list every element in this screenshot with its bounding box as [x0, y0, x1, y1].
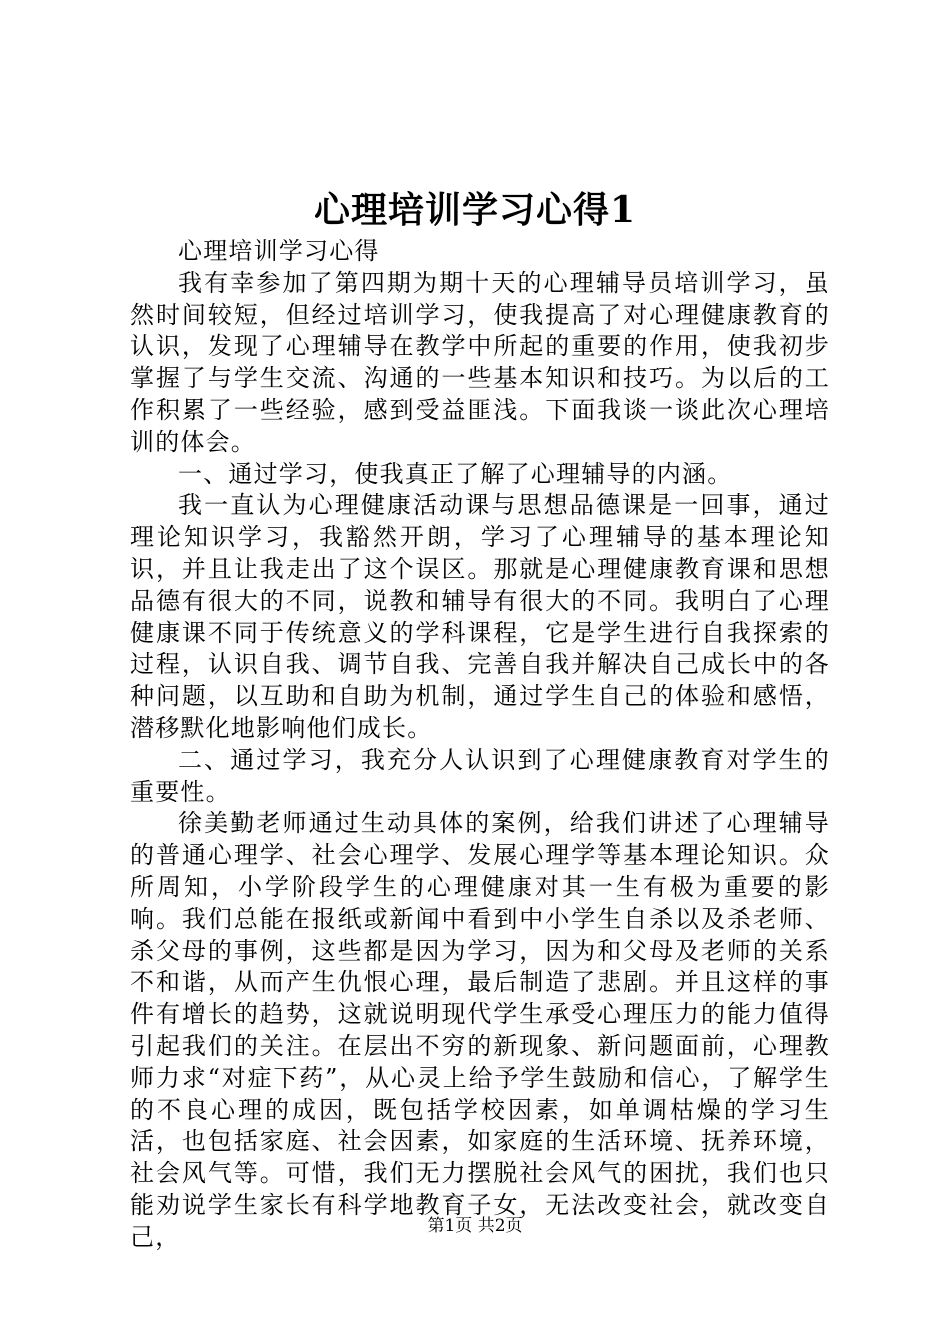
section-heading-1: 一、通过学习，使我真正了解了心理辅导的内涵。	[178, 459, 733, 488]
paragraph-section-2: 徐美勤老师通过生动具体的案例，给我们讲述了心理辅导的普通心理学、社会心理学、发展心理学等基本理论知识。众所周知，小学阶段学生的心理健康对其一生有极为重要的影响。我们总能在报纸或新闻中看到中小学生自杀以及杀老师、杀父母的事例，这些都是因为学习，因为和父母及老师的关系不和谐，从而产生仇恨心理，最后制造了悲剧。并且这样的事件有增长的趋势，这就说明现代学生承受心理压力的能力值得引起我们的关注。在层出不穷的新现象、新问题面前，心理教师力求“对症下药”，从心灵上给予学生鼓励和信心，了解学生的不良心理的成因，既包括学校因素，如单调枯燥的学习生活，也包括家庭、社会因素，如家庭的生活环境、抚养环境，社会风气等。可惜，我们无力摆脱社会风气的困扰，我们也只能劝说学生家长有科学地教育子女，无法改变社会，就改变自己，	[130, 809, 830, 1251]
paragraph-subtitle: 心理培训学习心得	[178, 237, 380, 265]
paragraph-section-1: 我一直认为心理健康活动课与思想品德课是一回事，通过理论知识学习，我豁然开朗，学习了心理辅导的基本理论知识，并且让我走出了这个误区。那就是心理健康教育课和思想品德有很大的不同，说教和辅导有很大的不同。我明白了心理健康课不同于传统意义的学科课程，它是学生进行自我探索的过程，认识自我、调节自我、完善自我并解决自己成长中的各种问题，以互助和自助为机制，通过学生自己的体验和感悟，潜移默化地影响他们成长。	[130, 491, 830, 742]
section-heading-2: 二、通过学习，我充分人认识到了心理健康教育对学生的重要性。	[130, 745, 830, 806]
document-title: 心理培训学习心得1	[313, 189, 637, 231]
paragraph-intro: 我有幸参加了第四期为期十天的心理辅导员培训学习，虽然时间较短，但经过培训学习，使我提高了对心理健康教育的认识，发现了心理辅导在教学中所起的重要的作用，使我初步掌握了与学生交流、沟通的一些基本知识和技巧。为以后的工作积累了一些经验，感到受益匪浅。下面我谈一谈此次心理培训的体会。	[130, 268, 830, 456]
document-body	[130, 236, 830, 1254]
page-number-footer: 第1页 共2页	[427, 1216, 523, 1236]
